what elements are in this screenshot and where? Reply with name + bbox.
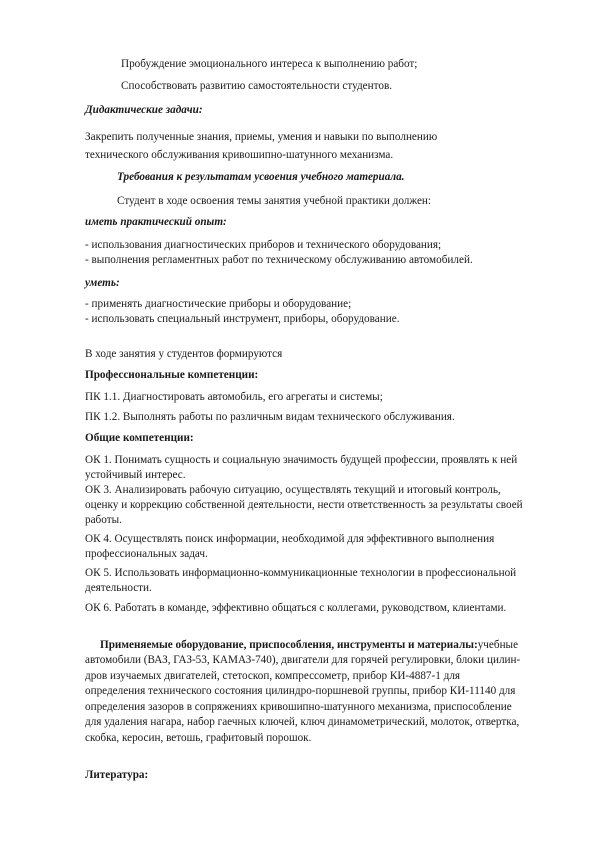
equipment-line-6: для удаления нагара, набор гаечных ключей, ключ динамометрический, молоток, отвертка, — [85, 716, 520, 728]
equipment-line-5: определения зазоров в сопряжениях кривошипно-шатунного механизма, приспособление — [85, 701, 512, 713]
requirements-intro: Студент в ходе освоения темы занятия учебной практики должен: — [117, 195, 432, 207]
didactic-line-1: Закрепить полученные знания, приемы, умения и навыки по выполнению — [85, 131, 438, 143]
experience-heading: иметь практический опыт: — [85, 216, 227, 228]
equipment-line-4: определения технического состояния цилиндро-поршневой группы, прибор КИ-11140 для — [85, 685, 516, 697]
didactic-line-2: технического обслуживания кривошипно-шатунного механизма. — [85, 149, 394, 161]
skills-line-2: - использовать специальный инструмент, приборы, оборудование. — [85, 313, 400, 325]
goal-line-2: Способствовать развитию самостоятельности студентов. — [121, 80, 393, 92]
ok5-line-1: ОК 5. Использовать информационно-коммуникационные технологии в профессиональной — [85, 567, 517, 579]
experience-line-2: - выполнения регламентных работ по техническому обслуживанию автомобилей. — [85, 254, 473, 266]
skills-heading: уметь: — [85, 277, 120, 289]
ok5-line-2: деятельности. — [85, 582, 152, 594]
ok1-line-1: ОК 1. Понимать сущность и социальную значимость будущей профессии, проявлять к ней — [85, 454, 518, 466]
general-heading: Общие компетенции: — [85, 432, 194, 444]
pk-1-2: ПК 1.2. Выполнять работы по различным видам технического обслуживания. — [85, 411, 455, 423]
requirements-heading: Требования к результатам усвоения учебного материала. — [117, 171, 405, 183]
competencies-intro: В ходе занятия у студентов формируются — [85, 348, 283, 360]
ok3-line-2: оценку и коррекцию собственной деятельности, нести ответственность за результаты своей — [85, 499, 523, 511]
goal-line-1: Пробуждение эмоционального интереса к выполнению работ; — [121, 58, 418, 70]
skills-line-1: - применять диагностические приборы и оборудование; — [85, 298, 352, 310]
literature-heading: Литература: — [85, 769, 149, 781]
equipment-heading: Применяемые оборудование, приспособления, инструменты и материалы: — [100, 639, 478, 651]
ok4-line-2: профессиональных задач. — [85, 548, 208, 560]
equipment-first-text: учебные — [477, 639, 519, 651]
pk-1-1: ПК 1.1. Диагностировать автомобиль, его агрегаты и системы; — [85, 391, 383, 403]
equipment-line-3: дров изучаемых двигателей, стетоскоп, компрессометр, прибор КИ-4887-1 для — [85, 670, 461, 682]
equipment-line-2: автомобили (ВАЗ, ГАЗ-53, КАМАЗ-740), двигатели для горячей регулировки, блоки цилин- — [85, 654, 521, 666]
ok3-line-3: работы. — [85, 514, 122, 526]
ok6-line: ОК 6. Работать в команде, эффективно общаться с коллегами, руководством, клиентами. — [85, 602, 507, 614]
equipment-line-7: скобка, керосин, ветошь, графитовый порошок. — [85, 732, 312, 744]
didactic-heading: Дидактические задачи: — [85, 104, 203, 116]
ok3-line-1: ОК 3. Анализировать рабочую ситуацию, осуществлять текущий и итоговый контроль, — [85, 484, 501, 496]
equipment-line-1 — [100, 638, 518, 653]
professional-heading: Профессиональные компетенции: — [85, 369, 259, 381]
ok1-line-2: устойчивый интерес. — [85, 469, 186, 481]
ok4-line-1: ОК 4. Осуществлять поиск информации, необходимой для эффективного выполнения — [85, 533, 495, 545]
experience-line-1: - использования диагностических приборов и технического оборудования; — [85, 239, 442, 251]
